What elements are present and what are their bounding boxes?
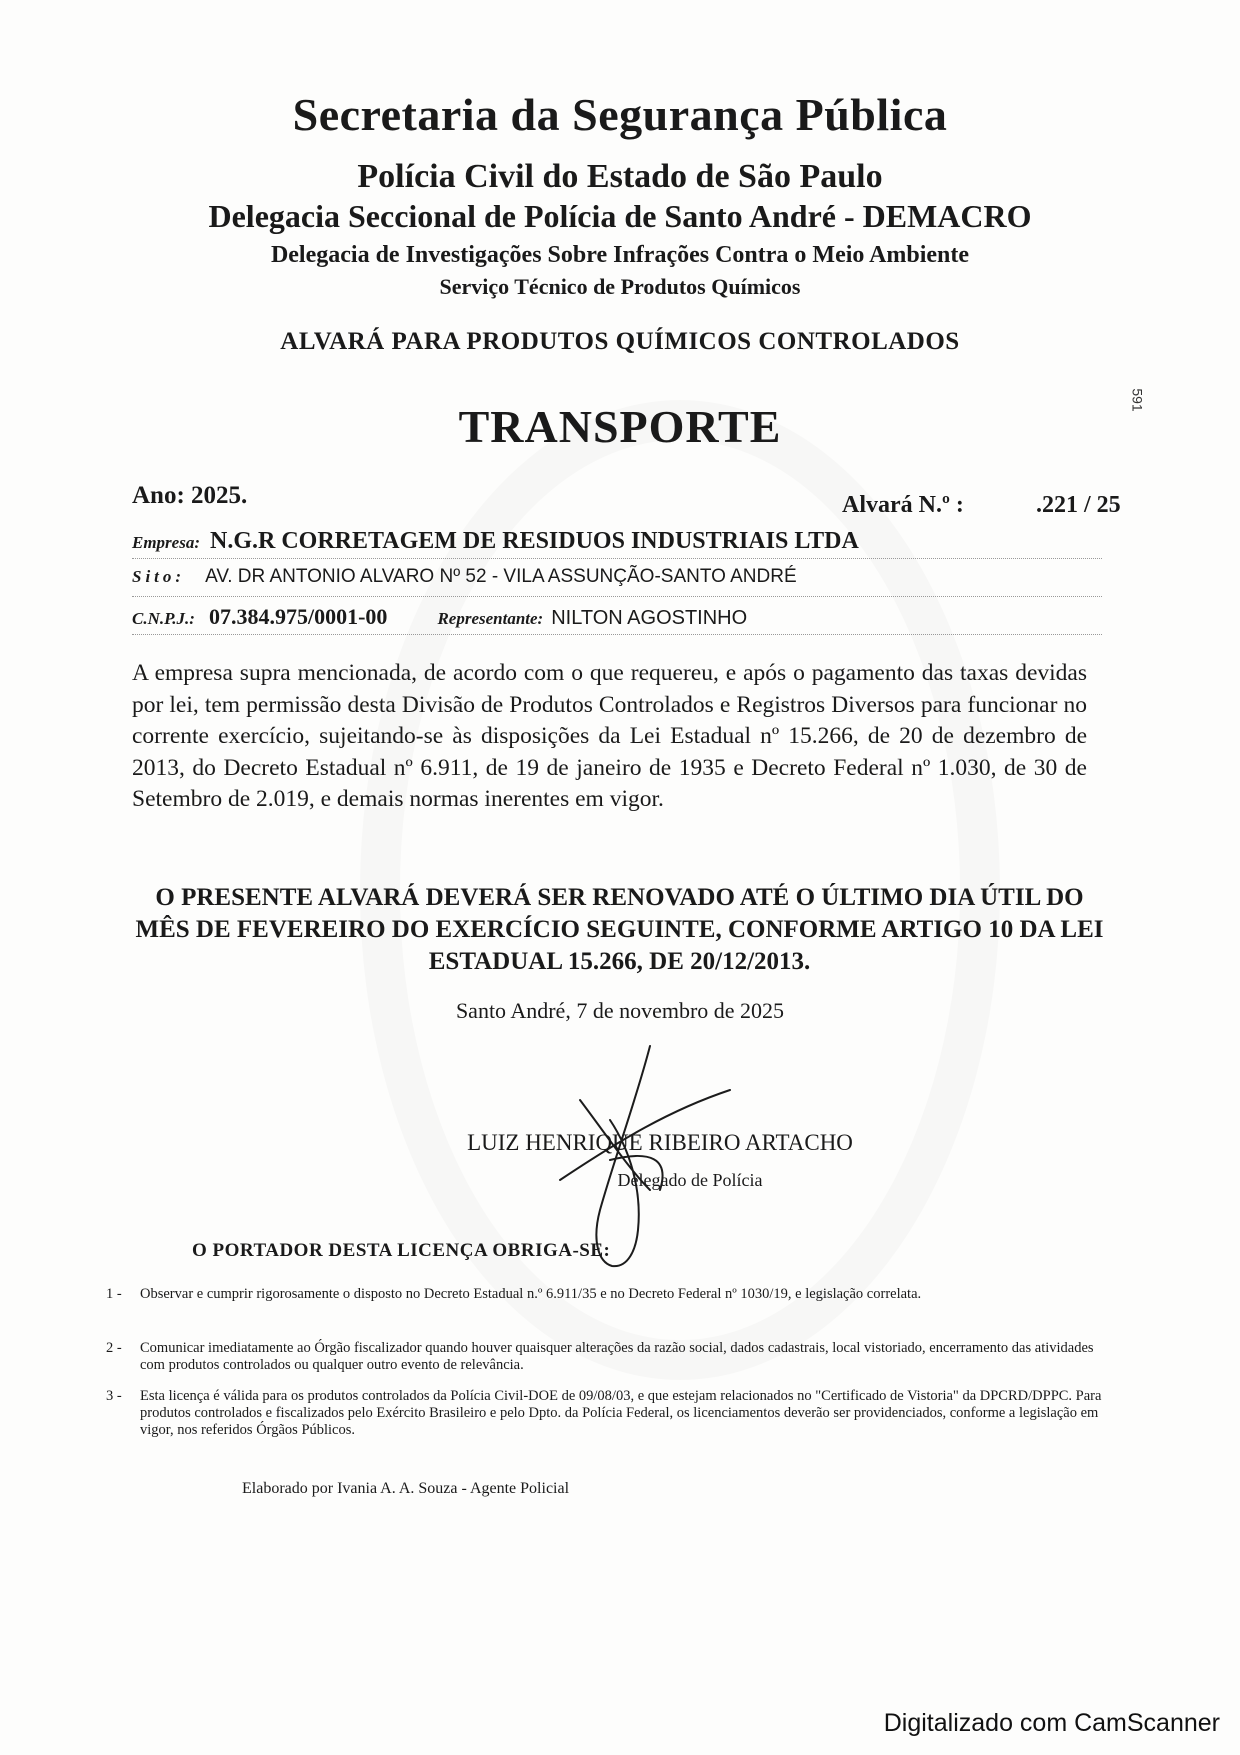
field-divider (132, 558, 1102, 559)
header-servico-tecnico: Serviço Técnico de Produtos Químicos (439, 274, 801, 299)
obligation-number: 1 - (106, 1286, 122, 1302)
camscanner-footer: Digitalizado com CamScanner (883, 1709, 1220, 1737)
sito-row (132, 566, 797, 588)
prepared-by: Elaborado por Ivania A. A. Souza - Agente Policial (242, 1480, 570, 1497)
signer-role: Delegado de Polícia (617, 1170, 763, 1190)
empresa-value: N.G.R CORRETAGEM DE RESIDUOS INDUSTRIAIS LTDA (210, 528, 859, 554)
cnpj-row (132, 604, 747, 630)
header-delegacia-investigacoes: Delegacia de Investigações Sobre Infrações Contra o Meio Ambiente (270, 242, 970, 268)
page-side-number: 591 (1129, 388, 1146, 412)
year-label: Ano: 2025. (132, 482, 248, 509)
cnpj-label: C.N.P.J.: (132, 609, 195, 628)
alvara-number-label: Alvará N.º : (842, 492, 964, 518)
document-type: ALVARÁ PARA PRODUTOS QUÍMICOS CONTROLADOS (280, 328, 960, 355)
renewal-notice: O PRESENTE ALVARÁ DEVERÁ SER RENOVADO ATÉ O ÚLTIMO DIA ÚTIL DO MÊS DE FEVEREIRO DO EXERCÍCIO SEGUINTE, CONFORME ARTIGO 10 DA LEI ESTADUAL 15.266, DE 20/12/2013. (135, 884, 1104, 975)
obligation-item (106, 1286, 1106, 1303)
header-secretaria: Secretaria da Segurança Pública (292, 89, 948, 140)
sito-value: AV. DR ANTONIO ALVARO Nº 52 - VILA ASSUNÇÃO-SANTO ANDRÉ (205, 566, 797, 587)
empresa-row (132, 528, 859, 555)
obligation-text: Comunicar imediatamente ao Órgão fiscalizador quando houver quaisquer alterações da razão social, dados cadastrais, local vistoriado, encerramento das atividades com produtos controlados ou qualquer outro evento de relevância. (140, 1340, 1094, 1373)
obligation-number: 3 - (106, 1388, 122, 1404)
field-divider (132, 634, 1102, 635)
sito-label: Sito: (132, 567, 186, 586)
alvara-number: .221 / 25 (1036, 492, 1121, 518)
header-policia-civil: Polícia Civil do Estado de São Paulo (357, 158, 883, 195)
document-category: TRANSPORTE (458, 401, 782, 452)
signer-name: LUIZ HENRIQUE RIBEIRO ARTACHO (467, 1130, 853, 1155)
place-date: Santo André, 7 de novembro de 2025 (455, 998, 785, 1023)
obligation-item (106, 1388, 1106, 1439)
header-delegacia-seccional: Delegacia Seccional de Polícia de Santo André - DEMACRO (208, 198, 1032, 234)
obligations-title: O PORTADOR DESTA LICENÇA OBRIGA-SE: (192, 1240, 611, 1261)
representante-value: NILTON AGOSTINHO (551, 607, 748, 629)
obligation-text: Esta licença é válida para os produtos controlados da Polícia Civil-DOE de 09/08/03, e que estejam relacionados no "Certificado de Vistoria" da DPCRD/DPPC. Para produtos controlados e fiscalizados pelo Exército Brasileiro e pelo Dpto. da Polícia Federal, os licenciamentos deverão ser providenciados, conforme a legislação em vigor, nos referidos Órgãos Públicos. (140, 1388, 1102, 1438)
obligation-item (106, 1340, 1106, 1374)
cnpj-value: 07.384.975/0001-00 (208, 604, 388, 629)
obligation-text: Observar e cumprir rigorosamente o disposto no Decreto Estadual n.º 6.911/35 e no Decreto Federal nº 1030/19, e legislação correlata. (140, 1286, 922, 1302)
representante-label: Representante: (437, 609, 544, 628)
obligation-number: 2 - (106, 1340, 122, 1356)
empresa-label: Empresa: (132, 533, 200, 552)
field-divider (132, 596, 1102, 597)
permission-text: A empresa supra mencionada, de acordo com o que requereu, e após o pagamento das taxas devidas por lei, tem permissão desta Divisão de Produtos Controlados e Registros Diversos para funcionar no corrente exercício, sujeitando-se às disposições da Lei Estadual nº 15.266, de 20 de dezembro de 2013, do Decreto Estadual nº 6.911, de 19 de janeiro de 1935 e Decreto Federal nº 1.030, de 30 de Setembro de 2.019, e demais normas inerentes em vigor. (132, 660, 1087, 812)
